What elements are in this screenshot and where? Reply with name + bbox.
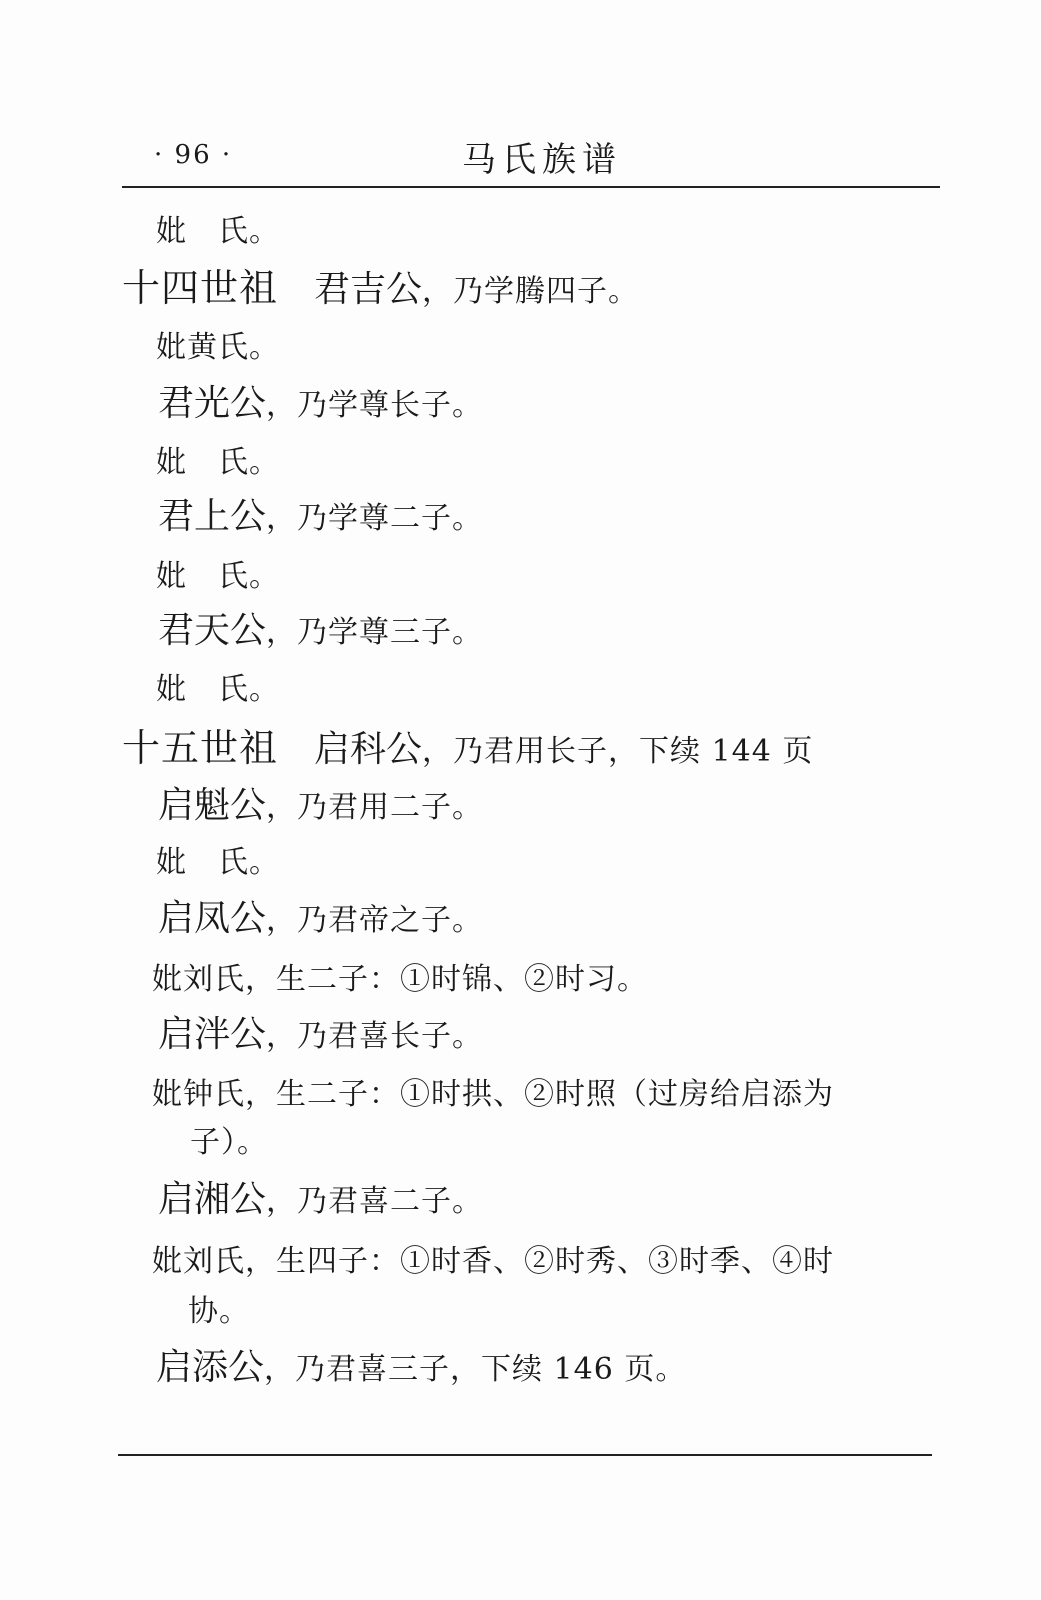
spouse-line-continuation xyxy=(190,1121,268,1163)
spouse-text: 妣刘氏，生四子：①时香、②时秀、③时季、④时 xyxy=(152,1244,834,1279)
genealogy-entry xyxy=(156,1348,686,1390)
genealogy-entry xyxy=(158,1015,483,1057)
generation-label: 十五世祖 xyxy=(122,726,279,770)
genealogy-entry xyxy=(158,384,483,426)
ancestor-name: 启科公 xyxy=(314,729,423,770)
lineage-desc: ，乃学尊二子。 xyxy=(266,501,484,536)
spouse-line xyxy=(156,668,280,710)
spouse-text: 妣 氏。 xyxy=(156,214,280,249)
spouse-text: 妣黄氏。 xyxy=(156,330,280,365)
footer-rule xyxy=(118,1454,932,1456)
ancestor-name: 启泮公 xyxy=(158,1014,267,1055)
lineage-desc: ，乃君用长子，下续 144 页 xyxy=(422,734,814,769)
spouse-text: 妣 氏。 xyxy=(156,672,280,707)
lineage-desc: ，乃君喜三子，下续 146 页。 xyxy=(264,1352,687,1387)
lineage-desc: ，乃学尊长子。 xyxy=(266,388,484,423)
genealogy-entry xyxy=(158,611,483,653)
ancestor-name: 君光公 xyxy=(158,383,267,424)
spouse-text: 妣 氏。 xyxy=(156,559,280,594)
page-number: · 96 · xyxy=(154,140,233,170)
genealogy-entry xyxy=(158,786,483,828)
genealogy-entry xyxy=(158,899,483,941)
spouse-line xyxy=(152,1240,834,1282)
genealogy-entry xyxy=(158,497,483,539)
lineage-desc: ，乃君喜二子。 xyxy=(266,1184,484,1219)
spouse-text-continuation: 子）。 xyxy=(190,1125,268,1160)
spouse-text: 妣钟氏，生二子：①时拱、②时照（过房给启添为 xyxy=(152,1077,834,1112)
ancestor-name: 启凤公 xyxy=(158,898,267,939)
page-header xyxy=(122,132,940,182)
genealogy-entry xyxy=(122,728,813,772)
spouse-line xyxy=(156,441,280,483)
lineage-desc: ，乃君喜长子。 xyxy=(266,1019,484,1054)
spouse-line xyxy=(156,210,280,252)
genealogy-entry xyxy=(158,1180,483,1222)
ancestor-name: 君天公 xyxy=(158,610,267,651)
spouse-line xyxy=(152,1073,834,1115)
spouse-line-continuation xyxy=(188,1290,250,1332)
ancestor-name: 启湘公 xyxy=(158,1179,267,1220)
spouse-text: 妣 氏。 xyxy=(156,845,280,880)
generation-label: 十四世祖 xyxy=(122,266,279,310)
ancestor-name: 君上公 xyxy=(158,496,267,537)
ancestor-name: 启魁公 xyxy=(158,785,267,826)
ancestor-name: 启添公 xyxy=(156,1347,265,1388)
spouse-text-continuation: 协。 xyxy=(188,1294,250,1329)
spouse-line xyxy=(156,326,280,368)
lineage-desc: ，乃君帝之子。 xyxy=(266,903,484,938)
book-title: 马氏族谱 xyxy=(462,140,622,180)
genealogy-entry xyxy=(122,268,639,312)
spouse-text: 妣 氏。 xyxy=(156,445,280,480)
spouse-text: 妣刘氏，生二子：①时锦、②时习。 xyxy=(152,962,648,997)
lineage-desc: ，乃学腾四子。 xyxy=(422,274,640,309)
header-rule xyxy=(122,186,940,188)
spouse-line xyxy=(156,841,280,883)
spouse-line xyxy=(152,958,648,1000)
lineage-desc: ，乃君用二子。 xyxy=(266,790,484,825)
lineage-desc: ，乃学尊三子。 xyxy=(266,615,484,650)
ancestor-name: 君吉公 xyxy=(314,269,423,310)
spouse-line xyxy=(156,555,280,597)
